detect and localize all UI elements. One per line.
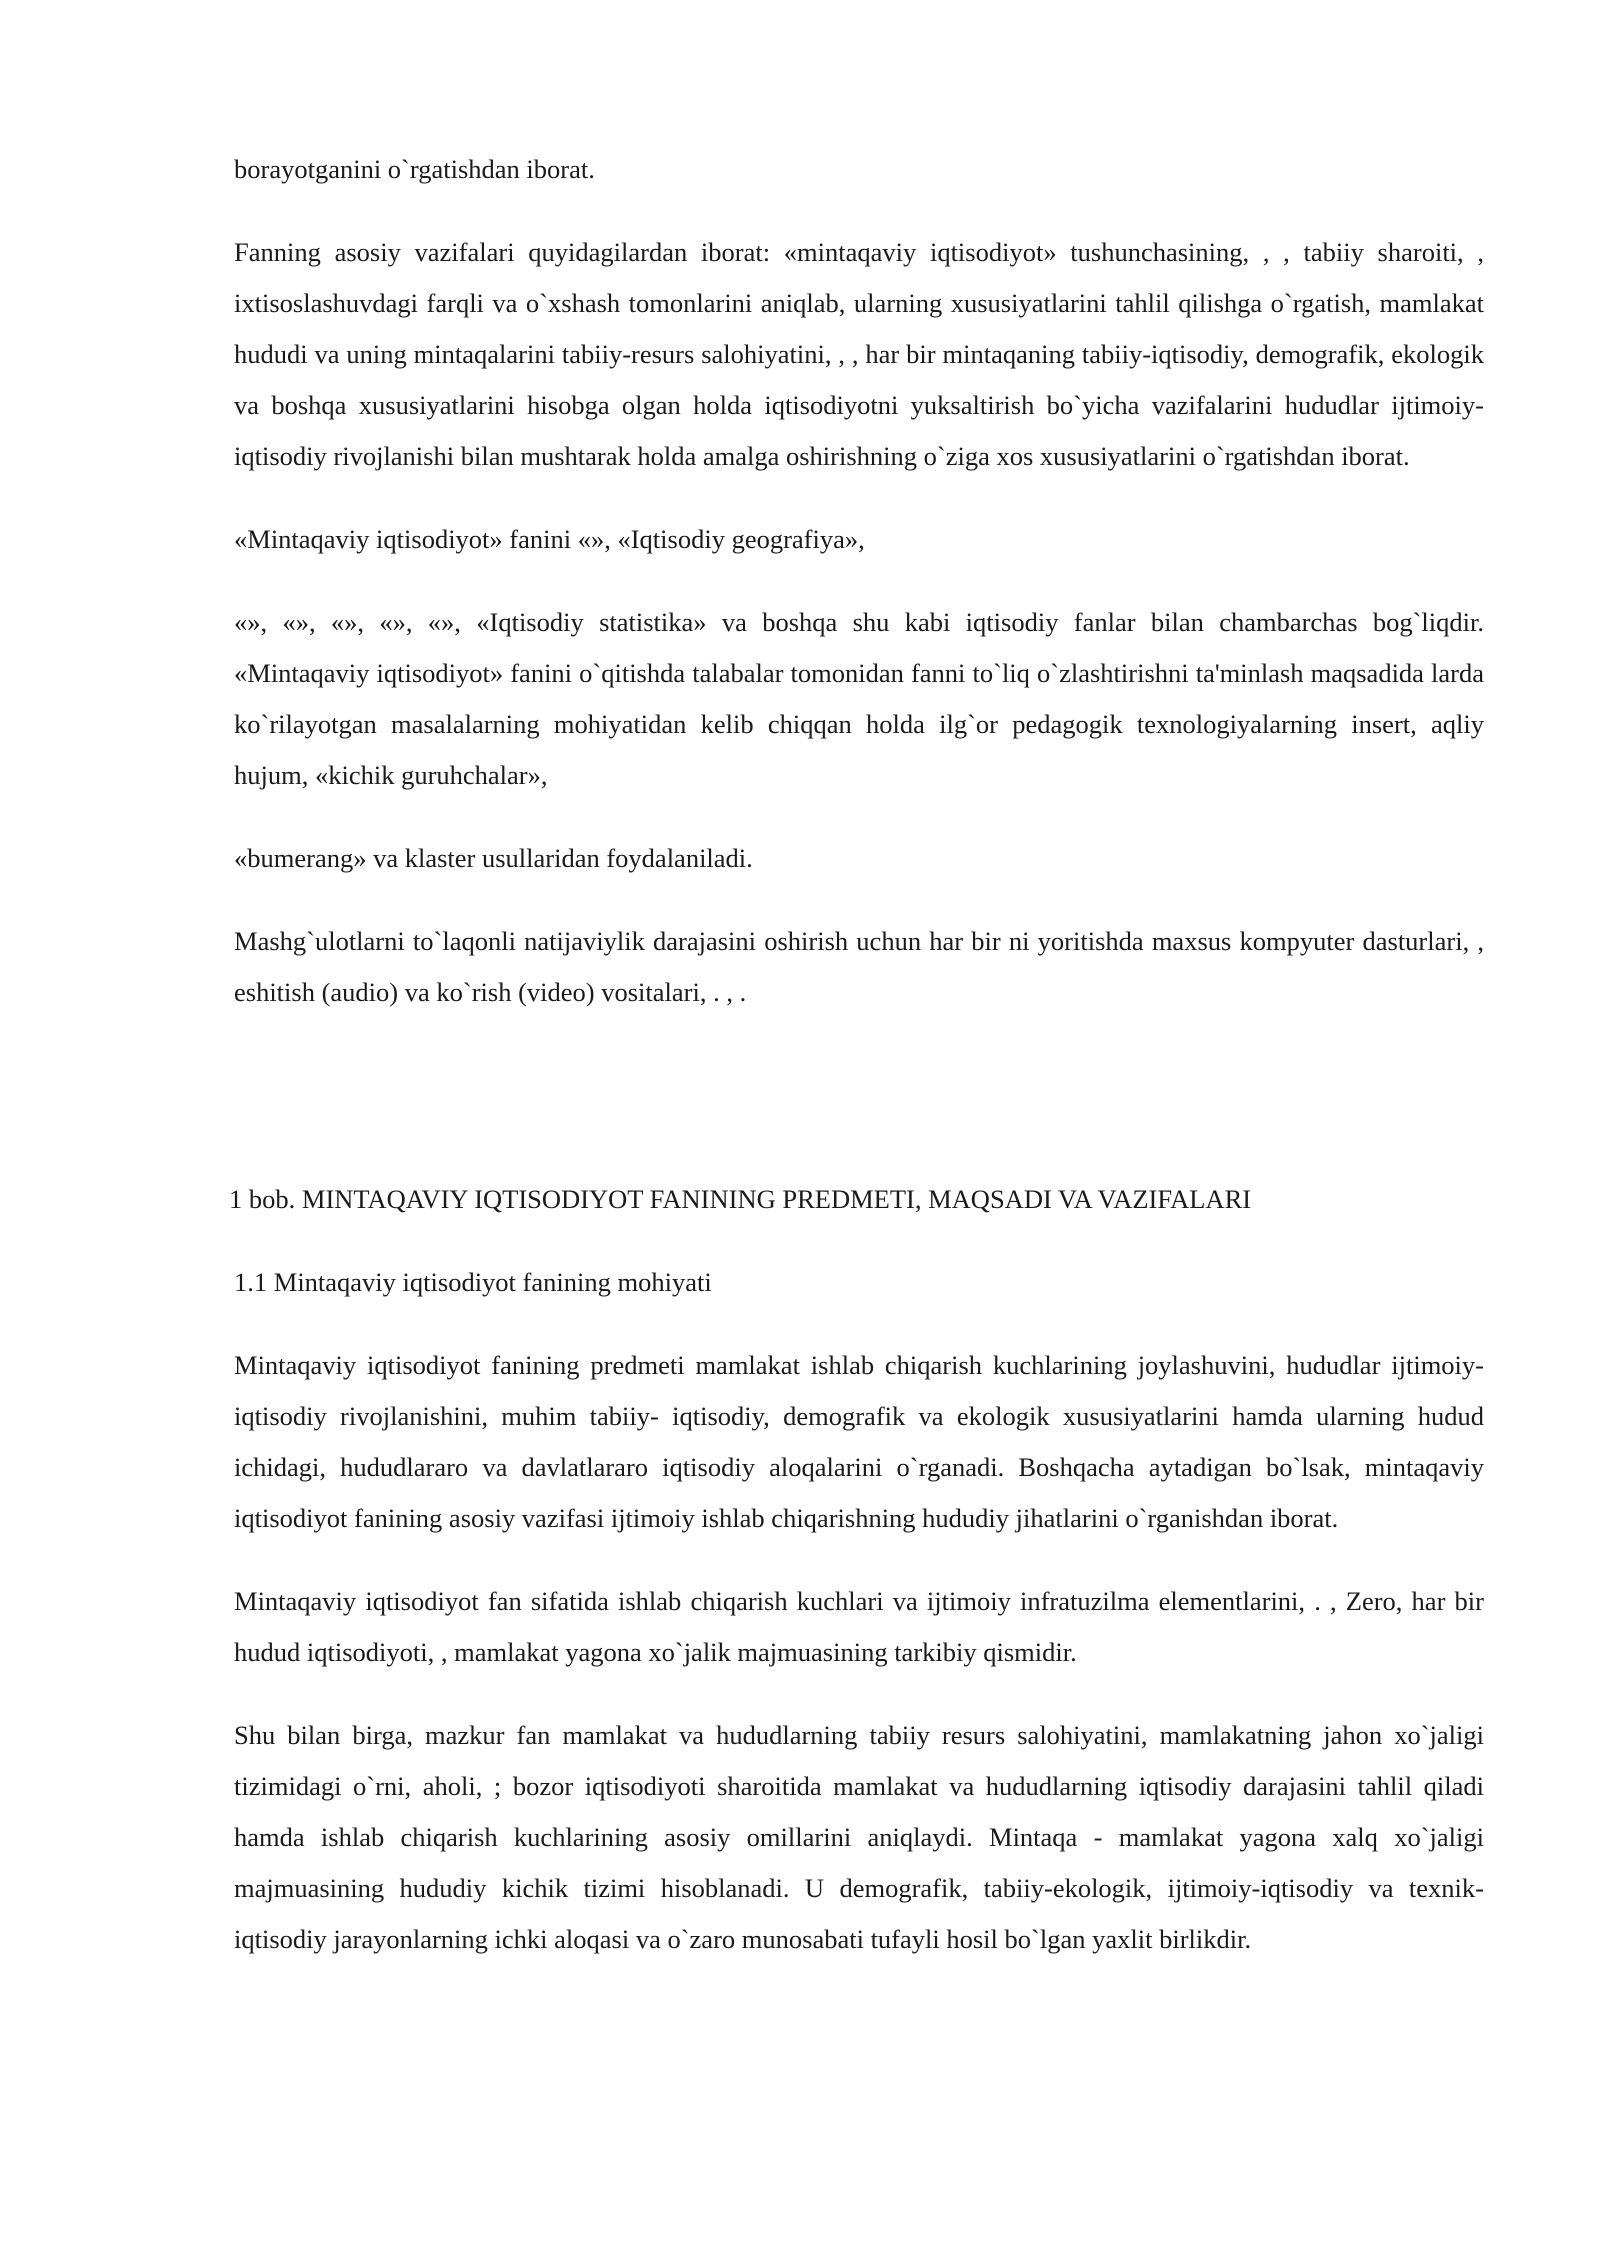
- paragraph: «», «», «», «», «», «Iqtisodiy statistika» va boshqa shu kabi iqtisodiy fanlar bilan chambarchas bog`liqdir. «Mintaqaviy iqtisodiyot» fanini o`qitishda talabalar tomonidan fanni to`liq o`zlashtirishni ta'minlash maqsadida larda ko`rilayotgan masalalarning mohiyatidan kelib chiqqan holda ilg`or pedagogik texnologiyalarning insert, aqliy hujum, «kichik guruhchalar»,: [234, 607, 1484, 790]
- paragraph: «bumerang» va klaster usullaridan foydalaniladi.: [234, 843, 753, 873]
- paragraph: Mintaqaviy iqtisodiyot fanining predmeti mamlakat ishlab chiqarish kuchlarining joylashuvini, hududlar ijtimoiy-iqtisodiy rivojlanishini, muhim tabiiy- iqtisodiy, demografik va ekologik xususiyatlarini hamda ularning hudud ichidagi, hududlararo va davlatlararo iqtisodiy aloqalarini o`rganadi. Boshqacha aytadigan bo`lsak, mintaqaviy iqtisodiyot fanining asosiy vazifasi ijtimoiy ishlab chiqarishning hududiy jihatlarini o`rganishdan iborat.: [234, 1350, 1484, 1533]
- chapter-title: 1 bob. MINTAQAVIY IQTISODIYOT FANINING PREDMETI, MAQSADI VA VAZIFALARI: [229, 1184, 1252, 1214]
- paragraph: Mintaqaviy iqtisodiyot fan sifatida ishlab chiqarish kuchlari va ijtimoiy infratuzilma elementlarini, . , Zero, har bir hudud iqtisodiyoti, , mamlakat yagona xo`jalik majmuasining tarkibiy qismidir.: [234, 1586, 1484, 1667]
- section-title: 1.1 Mintaqaviy iqtisodiyot fanining mohiyati: [234, 1267, 712, 1297]
- paragraph: Fanning asosiy vazifalari quyidagilardan iborat: «mintaqaviy iqtisodiyot» tushunchasining, , , tabiiy sharoiti, , ixtisoslashuvdagi farqli va o`xshash tomonlarini aniqlab, ularning xususiyatlarini tahlil qilishga o`rgatish, mamlakat hududi va uning mintaqalarini tabiiy-resurs salohiyatini, , , har bir mintaqaning tabiiy-iqtisodiy, demografik, ekologik va boshqa xususiyatlarini hisobga olgan holda iqtisodiyotni yuksaltirish bo`yicha vazifalarini hududlar ijtimoiy-iqtisodiy rivojlanishi bilan mushtarak holda amalga oshirishning o`ziga xos xususiyatlarini o`rgatishdan iborat.: [234, 237, 1484, 471]
- paragraph: «Mintaqaviy iqtisodiyot» fanini «», «Iqtisodiy geografiya»,: [234, 524, 865, 554]
- paragraph: Shu bilan birga, mazkur fan mamlakat va hududlarning tabiiy resurs salohiyatini, mamlakatning jahon xo`jaligi tizimidagi o`rni, aholi, ; bozor iqtisodiyoti sharoitida mamlakat va hududlarning iqtisodiy darajasini tahlil qiladi hamda ishlab chiqarish kuchlarining asosiy omillarini aniqlaydi. Mintaqa - mamlakat yagona xalq xo`jaligi majmuasining hududiy kichik tizimi hisoblanadi. U demografik, tabiiy-ekologik, ijtimoiy-iqtisodiy va texnik-iqtisodiy jarayonlarning ichki aloqasi va o`zaro munosabati tufayli hosil bo`lgan yaxlit birlikdir.: [234, 1720, 1484, 1954]
- paragraph: borayotganini o`rgatishdan iborat.: [234, 154, 595, 184]
- paragraph: Mashg`ulotlarni to`laqonli natijaviylik darajasini oshirish uchun har bir ni yoritishda maxsus kompyuter dasturlari, , eshitish (audio) va ko`rish (video) vositalari, . , .: [234, 926, 1484, 1007]
- document-body: [229, 144, 1484, 1965]
